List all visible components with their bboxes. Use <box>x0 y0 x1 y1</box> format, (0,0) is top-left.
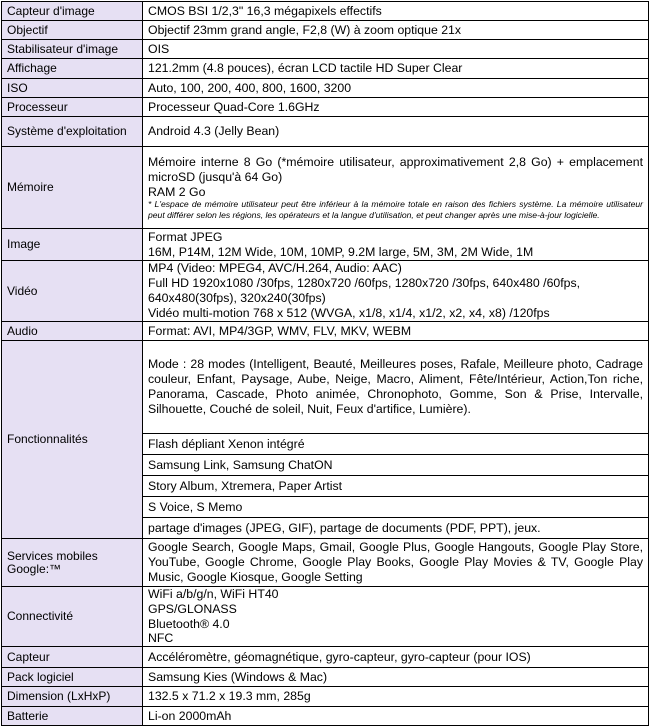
spec-row-stabilisateur <box>2 40 649 59</box>
spec-table <box>1 1 649 726</box>
spec-value: Samsung Kies (Windows & Mac) <box>143 668 649 687</box>
spec-value: Google Search, Google Maps, Gmail, Google Plus, Google Hangouts, Google Play Store, YouTube, Google Chrome, Google Play Books, Google Play Movies & TV, Google Play Music, Google Kiosque, Google Setting <box>143 539 649 587</box>
spec-value: Accéléromètre, géomagnétique, gyro-capteur, gyro-capteur (pour IOS) <box>143 647 649 668</box>
spec-label: Capteur <box>2 647 143 668</box>
spec-value: Objectif 23mm grand angle, F2,8 (W) à zoom optique 21x <box>143 21 649 40</box>
feature-s-voice: S Voice, S Memo <box>143 497 649 518</box>
spec-row-audio <box>2 322 649 341</box>
spec-line: Format JPEG <box>148 229 223 244</box>
feature-flash: Flash dépliant Xenon intégré <box>143 434 649 455</box>
spec-label: ISO <box>2 79 143 98</box>
spec-row-batterie <box>2 707 649 726</box>
spec-row-objectif <box>2 21 649 40</box>
spec-value <box>143 147 649 229</box>
spec-row-connectivite <box>2 587 649 647</box>
spec-line: GPS/GLONASS <box>148 601 237 616</box>
spec-label: Services mobiles Google:™ <box>2 539 143 587</box>
spec-value: Auto, 100, 200, 400, 800, 1600, 3200 <box>143 79 649 98</box>
feature-sharing: partage d'images (JPEG, GIF), partage de documents (PDF, PPT), jeux. <box>143 518 649 539</box>
spec-label: Processeur <box>2 98 143 117</box>
spec-row-capteur <box>2 647 649 668</box>
spec-row-affichage <box>2 59 649 79</box>
spec-line: WiFi a/b/g/n, WiFi HT40 <box>148 587 279 601</box>
spec-label: Vidéo <box>2 261 143 322</box>
spec-row-fonctionnalites <box>2 341 649 434</box>
spec-value <box>143 229 649 261</box>
spec-value: Processeur Quad-Core 1.6GHz <box>143 98 649 117</box>
spec-line: Vidéo multi-motion 768 x 512 (WVGA, x1/8, x1/4, x1/2, x2, x4, x8) /120fps <box>148 305 550 320</box>
feature-story-album: Story Album, Xtremera, Paper Artist <box>143 476 649 497</box>
feature-modes: Mode : 28 modes (Intelligent, Beauté, Meilleures poses, Rafale, Meilleure photo, Cadrage couleur, Enfant, Paysage, Aube, Neige, Macro, Aliment, Fête/Intérieur, Action,Ton riche, Panorama, Cascade, Photo animée, Chronophoto, Gomme, Son & Prise, Intervalle, Silhouette, Couché de soleil, Nuit, Feux d'artifice, Lumière). <box>143 341 649 434</box>
spec-label: Affichage <box>2 59 143 79</box>
spec-row-systeme <box>2 117 649 147</box>
spec-value: OIS <box>143 40 649 59</box>
spec-row-video <box>2 261 649 322</box>
spec-row-google-services <box>2 539 649 587</box>
spec-label: Fonctionnalités <box>2 341 143 539</box>
memory-ram: RAM 2 Go <box>148 184 206 199</box>
spec-value: Li-on 2000mAh <box>143 707 649 726</box>
spec-label: Mémoire <box>2 147 143 229</box>
memory-internal: Mémoire interne 8 Go (*mémoire utilisateur, approximativement 2,8 Go) + emplacement microSD (jusqu'à 64 Go) <box>148 155 643 184</box>
spec-line: MP4 (Video: MPEG4, AVC/H.264, Audio: AAC) <box>148 261 402 276</box>
spec-row-processeur <box>2 98 649 117</box>
spec-value <box>143 261 649 322</box>
spec-row-image <box>2 229 649 261</box>
spec-row-dimension <box>2 687 649 707</box>
spec-value: Android 4.3 (Jelly Bean) <box>143 117 649 147</box>
feature-samsung-apps: Samsung Link, Samsung ChatON <box>143 455 649 476</box>
spec-value: Format: AVI, MP4/3GP, WMV, FLV, MKV, WEBM <box>143 322 649 341</box>
spec-value: CMOS BSI 1/2,3" 16,3 mégapixels effectifs <box>143 2 649 21</box>
spec-label: Système d'exploitation <box>2 117 143 147</box>
spec-line: NFC <box>148 631 174 646</box>
spec-label: Dimension (LxHxP) <box>2 687 143 707</box>
spec-row-capteur-image <box>2 2 649 21</box>
spec-label: Pack logiciel <box>2 668 143 687</box>
spec-label: Image <box>2 229 143 261</box>
spec-label: Stabilisateur d'image <box>2 40 143 59</box>
spec-label: Batterie <box>2 707 143 726</box>
spec-row-memoire <box>2 147 649 229</box>
spec-label: Objectif <box>2 21 143 40</box>
spec-value: 132.5 x 71.2 x 19.3 mm, 285g <box>143 687 649 707</box>
spec-value: 121.2mm (4.8 pouces), écran LCD tactile HD Super Clear <box>143 59 649 79</box>
spec-line: Full HD 1920x1080 /30fps, 1280x720 /60fps, 1280x720 /30fps, 640x480 /60fps, 640x480(30fps), 320x240(30fps) <box>148 276 581 305</box>
spec-label: Connectivité <box>2 587 143 647</box>
spec-line: 16M, P14M, 12M Wide, 10M, 10MP, 9.2M large, 5M, 3M, 2M Wide, 1M <box>148 244 534 259</box>
spec-value <box>143 587 649 647</box>
spec-label: Audio <box>2 322 143 341</box>
memory-footnote: * L'espace de mémoire utilisateur peut être inférieur à la mémoire totale en raison des fichiers système. La mémoire utilisateur peut différer selon les régions, les opérateurs et la langue d'utilisation, et peut changer après une mise-à-jour logicielle. <box>148 199 643 220</box>
spec-row-iso <box>2 79 649 98</box>
spec-line: Bluetooth® 4.0 <box>148 616 230 631</box>
spec-label: Capteur d'image <box>2 2 143 21</box>
spec-row-pack-logiciel <box>2 668 649 687</box>
